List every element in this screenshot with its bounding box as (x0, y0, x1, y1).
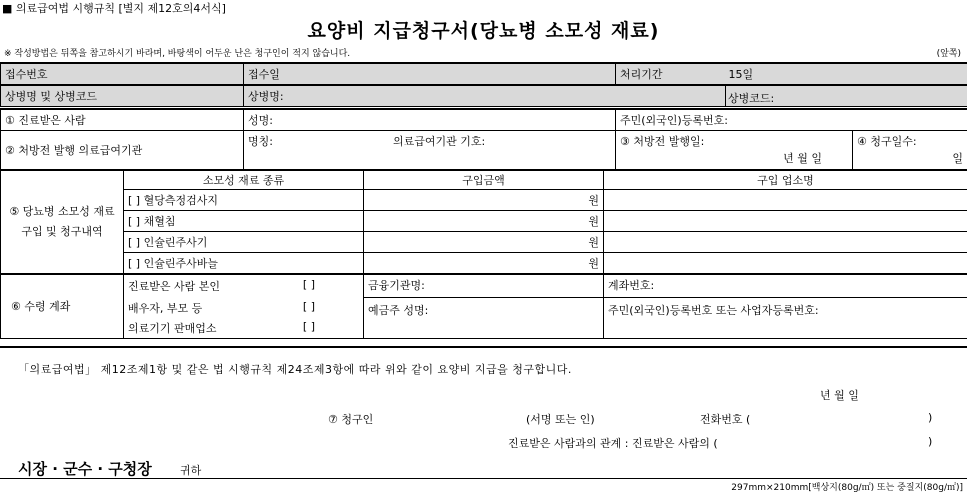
relation-close: ) (928, 435, 932, 448)
disease-code-cell (726, 85, 967, 107)
material-checkbox-cell[interactable] (124, 232, 364, 253)
account-option-label: 진료받은 사람 본인 (128, 280, 220, 293)
institution-name-label: 명칭: (248, 135, 273, 148)
material-checkbox[interactable]: [ ] (128, 257, 140, 270)
institution-name-field[interactable] (244, 131, 616, 170)
table-row (1, 190, 967, 211)
section-divider (0, 346, 967, 348)
material-name: 혈당측정검사지 (144, 194, 218, 207)
col-amount (364, 170, 604, 190)
col-vendor (604, 170, 967, 190)
recipient-label: 시장 · 군수 · 구청장 (18, 458, 152, 479)
account-table (0, 273, 967, 339)
table-row (1, 211, 967, 232)
statement-date: 년 월 일 (820, 387, 859, 403)
processing-period-cell (616, 63, 967, 85)
purchase-table (0, 169, 967, 274)
col-amount-label: 구입금액 (462, 174, 505, 187)
prescription-date-units: 년 월 일 (783, 150, 822, 166)
receipt-date-label: 접수일 (248, 68, 280, 81)
table-row (1, 232, 967, 253)
bank-name-field[interactable] (364, 274, 604, 298)
account-holder-label: 예금주 성명: (368, 304, 428, 317)
institution-code-label: 의료급여기관 기호: (393, 135, 485, 148)
disease-code-label: 상병코드: (728, 90, 774, 106)
footer-divider (0, 478, 967, 479)
col-material-type-label: 소모성 재료 종류 (203, 174, 284, 187)
phone-close: ) (928, 411, 932, 424)
amount-field[interactable] (364, 253, 604, 274)
recipient-suffix: 귀하 (180, 462, 201, 478)
institution-section-label: ② 처방전 발행 의료급여기관 (5, 144, 142, 157)
vendor-field[interactable] (604, 232, 967, 253)
claim-statement: 「의료급여법」 제12조제1항 및 같은 법 시행규칙 제24조제3항에 따라 위와 같이 요양비 지급을 청구합니다. (18, 361, 572, 377)
material-checkbox-cell[interactable] (124, 211, 364, 232)
prescription-date-field[interactable] (616, 131, 853, 170)
purchase-section-label: ⑤ 당뇨병 소모성 재료 구입 및 청구내역 (9, 205, 114, 238)
account-number-label: 계좌번호: (608, 279, 654, 292)
form-title: 요양비 지급청구서(당뇨병 소모성 재료) (0, 16, 967, 43)
disease-label: 상병명 및 상병코드 (5, 90, 97, 103)
purchase-section-cell (1, 170, 124, 274)
account-option-self[interactable] (124, 274, 364, 298)
paper-spec: 297mm×210mm[백상지(80g/㎡) 또는 중질지(80g/㎡)] (731, 480, 963, 493)
receipt-date-cell (244, 63, 616, 85)
material-checkbox-cell[interactable] (124, 190, 364, 211)
material-checkbox[interactable]: [ ] (128, 236, 140, 249)
account-holder-id-field[interactable] (604, 298, 967, 339)
claimant-label: ⑦ 청구인 (328, 411, 373, 427)
material-name: 인슐린주사바늘 (144, 257, 218, 270)
account-number-field[interactable] (604, 274, 967, 298)
account-option-label: 배우자, 부모 등 (128, 302, 202, 315)
material-checkbox[interactable]: [ ] (128, 215, 140, 228)
disease-label-cell (1, 85, 244, 107)
regulation-label: ■ 의료급여법 시행규칙 [별지 제12호의4서식] (2, 0, 226, 16)
table-row (1, 253, 967, 274)
signature-label: (서명 또는 인) (526, 411, 595, 427)
relation-label: 진료받은 사람과의 관계 : 진료받은 사람의 ( (508, 435, 718, 451)
instruction-note: ※ 작성방법은 뒤쪽을 참고하시기 바라며, 바탕색이 어두운 난은 청구인이 적지 않습니다. (4, 46, 350, 59)
account-option-label: 의료기기 판매업소 (128, 322, 217, 335)
institution-section-cell (1, 131, 244, 170)
phone-label: 전화번호 ( (700, 411, 750, 427)
disease-name-cell (244, 85, 726, 107)
amount-field[interactable] (364, 232, 604, 253)
col-material-type (124, 170, 364, 190)
claim-days-field[interactable] (853, 131, 967, 170)
vendor-field[interactable] (604, 253, 967, 274)
currency-label: 원 (588, 257, 599, 270)
account-option-checkbox[interactable]: [ ] (303, 278, 315, 291)
material-checkbox[interactable]: [ ] (128, 194, 140, 207)
account-option-checkbox[interactable]: [ ] (303, 320, 315, 333)
receipt-table (0, 62, 967, 107)
material-name: 채혈침 (144, 215, 176, 228)
account-holder-id-label: 주민(외국인)등록번호 또는 사업자등록번호: (608, 304, 819, 317)
receipt-number-cell (1, 63, 244, 85)
patient-id-field[interactable] (616, 109, 967, 131)
account-section-cell (1, 274, 124, 338)
material-name: 인슐린주사기 (144, 236, 208, 249)
prescription-date-label: ③ 처방전 발행일: (620, 135, 704, 148)
patient-name-field[interactable] (244, 109, 616, 131)
patient-name-label: 성명: (248, 114, 273, 127)
col-vendor-label: 구입 업소명 (757, 174, 814, 187)
processing-period-value: 15일 (729, 68, 754, 81)
patient-section-label: ① 진료받은 사람 (5, 114, 86, 127)
currency-label: 원 (588, 194, 599, 207)
patient-id-label: 주민(외국인)등록번호: (620, 114, 728, 127)
patient-table (0, 108, 967, 170)
account-option-family[interactable] (124, 298, 364, 318)
account-holder-field[interactable] (364, 298, 604, 339)
claim-days-label: ④ 청구일수: (857, 135, 917, 148)
disease-name-label: 상병명: (248, 90, 284, 103)
page-side-label: (앞쪽) (937, 46, 961, 59)
account-option-checkbox[interactable]: [ ] (303, 300, 315, 313)
vendor-field[interactable] (604, 190, 967, 211)
account-option-vendor[interactable] (124, 318, 364, 339)
vendor-field[interactable] (604, 211, 967, 232)
currency-label: 원 (588, 236, 599, 249)
amount-field[interactable] (364, 190, 604, 211)
processing-period-label: 처리기간 (620, 68, 663, 81)
account-section-label: ⑥ 수령 계좌 (11, 300, 70, 313)
receipt-number-label: 접수번호 (5, 68, 48, 81)
currency-label: 원 (588, 215, 599, 228)
material-checkbox-cell[interactable] (124, 253, 364, 274)
patient-section-cell (1, 109, 244, 131)
bank-name-label: 금융기관명: (368, 279, 425, 292)
amount-field[interactable] (364, 211, 604, 232)
claim-days-unit: 일 (952, 150, 963, 166)
